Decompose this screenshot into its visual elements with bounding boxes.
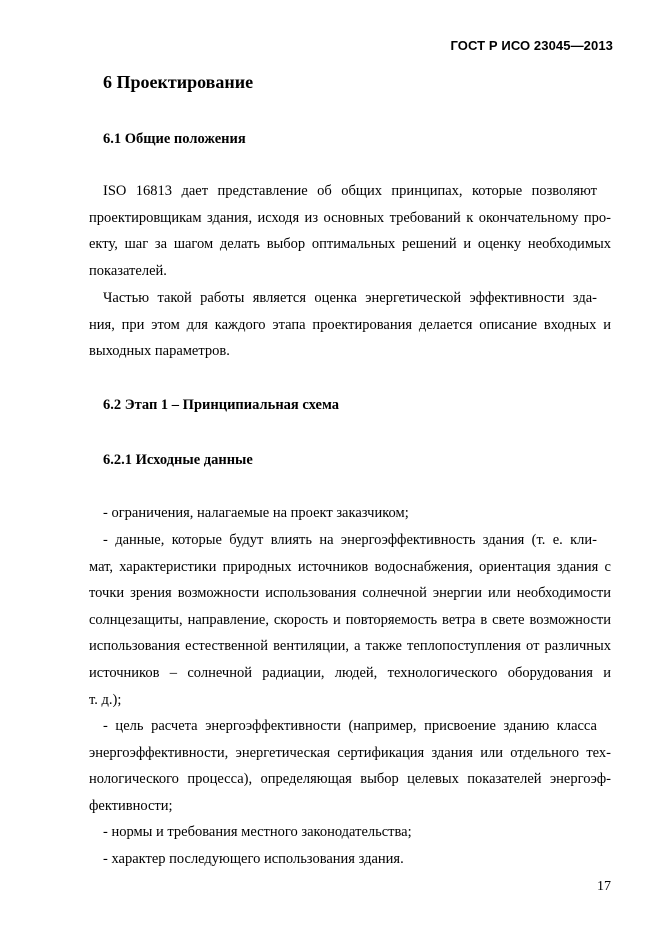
text-line: показателей. [89,262,167,279]
text-line: екту, шаг за шагом делать выбор оптимальных решений и оценку необходимых [89,236,611,253]
text-line: фективности; [89,797,173,814]
standard-header: ГОСТ Р ИСО 23045—2013 [450,38,613,53]
text-line: проектировщикам здания, исходя из основных требований к окончательному про- [89,209,611,226]
list-item-calculation-goal [89,713,611,819]
list-item-energy-data [89,527,611,713]
paragraph-6-1-a [89,178,611,284]
text-line: нологического процесса), определяющая выбор целевых показателей энергоэф- [89,771,611,788]
text-line: - ограничения, налагаемые на проект заказчиком; [103,505,409,521]
text-line: мат, характеристики природных источников водоснабжения, ориентация здания с [89,558,611,575]
text-line: использования естественной вентиляции, а также теплопоступления от различных [89,638,611,655]
text-line: - данные, которые будут влиять на энергоэффективность здания (т. е. кли- [103,532,597,548]
text-line: энергоэффективности, энергетическая сертификация здания или отдельного тех- [89,744,611,761]
paragraph-6-1-b [89,285,611,365]
text-line: - нормы и требования местного законодательства; [103,824,412,840]
text-line: т. д.); [89,691,122,708]
text-line: ния, при этом для каждого этапа проектирования делается описание входных и [89,316,611,333]
text-line: выходных параметров. [89,343,230,360]
list-item-local-regulations [89,819,611,846]
text-line: - характер последующего использования здания. [103,851,404,867]
section-6-1-title: 6.1 Общие положения [103,131,246,147]
text-line: Частью такой работы является оценка энергетической эффективности зда- [103,290,597,306]
list-item-building-usage [89,846,611,873]
page-number: 17 [597,879,611,894]
text-line: солнцезащиты, направление, скорость и повторяемость ветра в свете возможности [89,611,611,628]
section-6-title: 6 Проектирование [103,72,254,92]
text-line: точки зрения возможности использования солнечной энергии или необходимости [89,585,611,602]
text-line: - цель расчета энергоэффективности (например, присвоение зданию класса [103,718,597,734]
text-line: источников – солнечной радиации, людей, технологического оборудования и [89,664,611,681]
list-item-constraints [89,500,611,527]
section-6-2-title: 6.2 Этап 1 – Принципиальная схема [103,397,339,413]
text-line: ISO 16813 дает представление об общих принципах, которые позволяют [103,183,597,199]
section-6-2-1-title: 6.2.1 Исходные данные [103,452,253,468]
